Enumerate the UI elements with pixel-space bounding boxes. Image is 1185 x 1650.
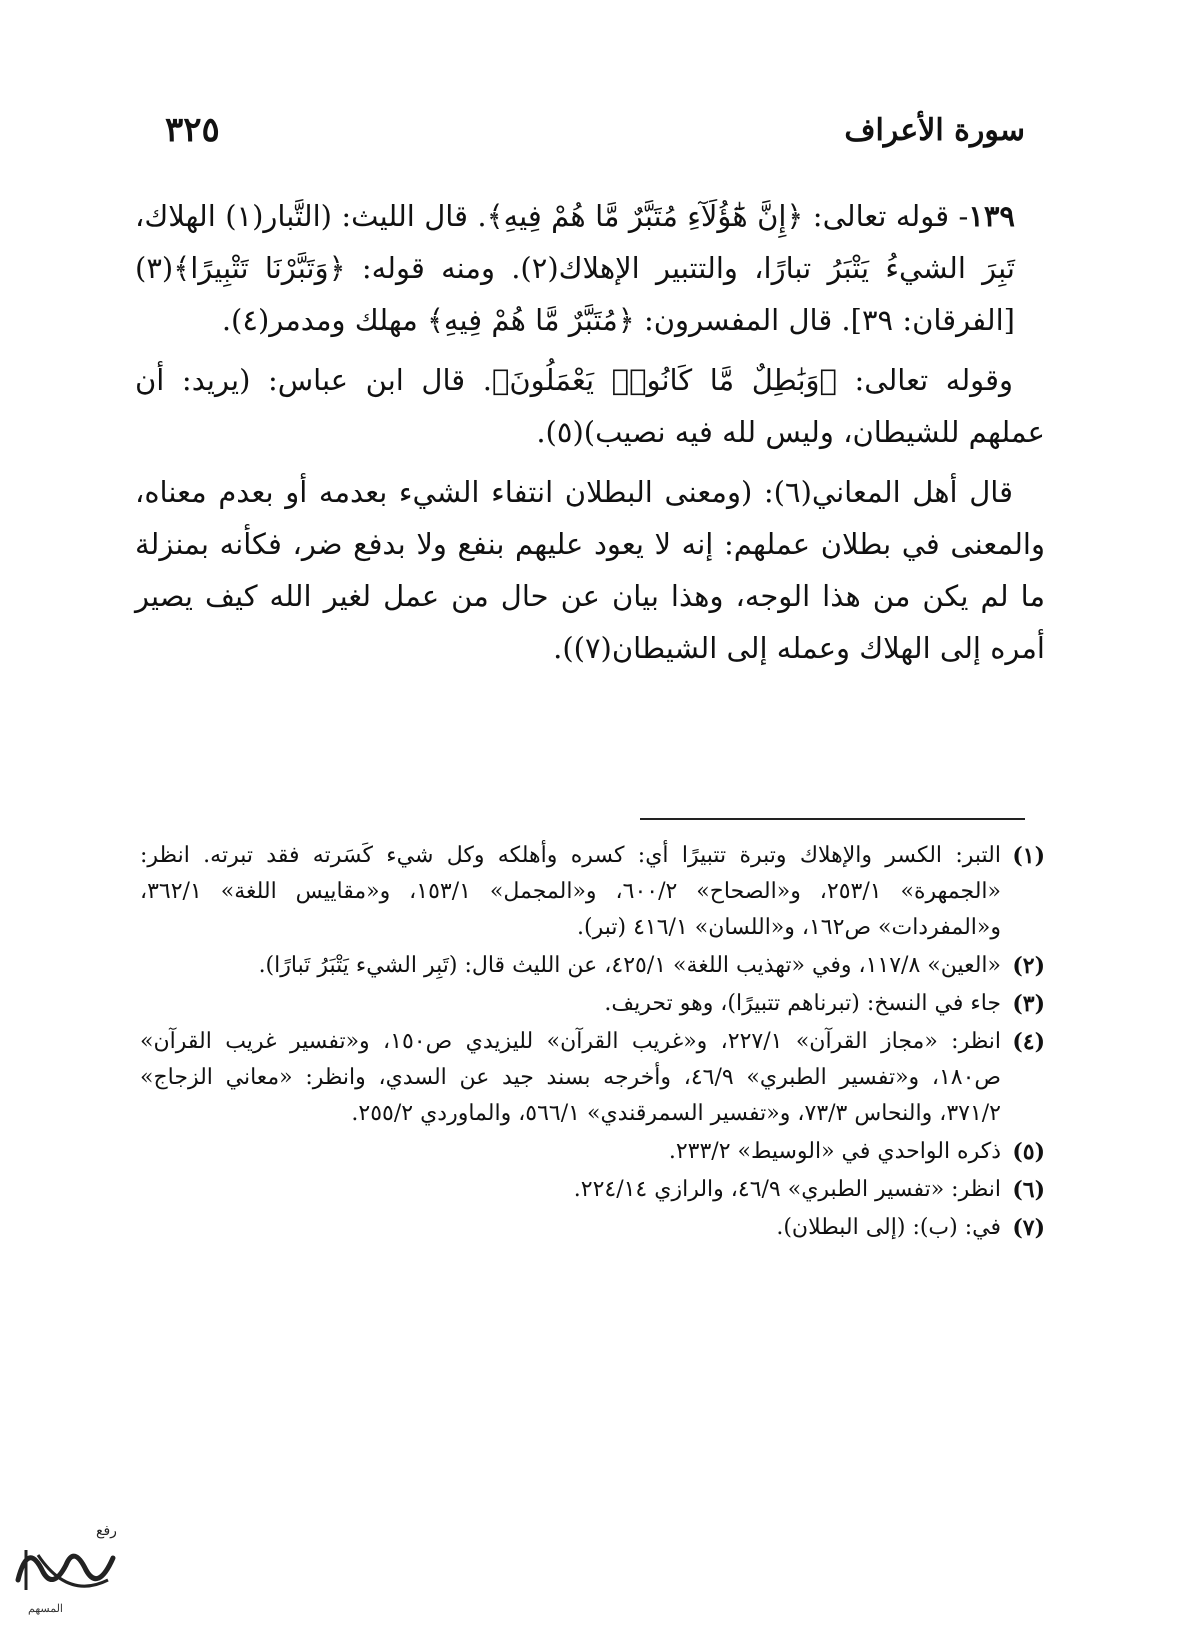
surah-title: سورة الأعراف: [844, 112, 1025, 148]
stamp-small-text: رفع: [96, 1523, 117, 1539]
paragraph-ibn-abbas: وقوله تعالى: ﴿وَبَٰطِلٌ مَّا كَانُوا۟ يَعْمَلُونَ﴾. قال ابن عباس: (يريد: أن عملهم للشيطان، وليس لله فيه نصيب)(٥).: [135, 363, 1045, 449]
footnote-text: انظر: «تفسير الطبري» ٤٦/٩، والرازي ٢٢٤/١٤.: [573, 1177, 1001, 1202]
footnote-text: التبر: الكسر والإهلاك وتبرة تتبيرًا أي: كسره وأهلكه وكل شيء كَسَرته فقد تبرته. انظر: «الجمهرة» ٢٥٣/١، و«الصحاح» ٦٠٠/٢، و«المجمل» ١٥٣/١، و«مقاييس اللغة» ٣٦٢/١، و«المفردات» ص١٦٢، و«اللسان» ٤١٦/١ (تبر).: [140, 843, 1001, 940]
footnote-text: في: (ب): (إلى البطلان).: [776, 1215, 1001, 1240]
footnote-mark: (٧): [1012, 1215, 1045, 1241]
footnote: [140, 986, 1045, 1022]
paragraph-verse-139: [135, 190, 1045, 346]
footnote: [140, 1134, 1045, 1170]
footnotes: [140, 838, 1045, 1248]
paragraph-text: - قوله تعالى: ﴿إِنَّ هَٰٓؤُلَآءِ مُتَبَّرٌ مَّا هُمْ فِيهِ﴾. قال الليث: (التَّبار(١) الهلاك، تَبِرَ الشيءُ يَتْبَرُ تبارًا، والتتبير الإهلاك(٢). ومنه قوله: ﴿وَتَبَّرْنَا تَتْبِيرًا﴾(٣) [الفرقان: ٣٩]. قال المفسرون: ﴿مُتَبَّرٌ مَّا هُمْ فِيهِ﴾ مهلك ومدمر(٤).: [135, 199, 1016, 337]
footnote: [140, 838, 1045, 946]
footnote-text: انظر: «مجاز القرآن» ٢٢٧/١، و«غريب القرآن» لليزيدي ص١٥٠، و«تفسير غريب القرآن» ص١٨٠، و«تفسير الطبري» ٤٦/٩، وأخرجه بسند جيد عن السدي، وانظر: «معاني الزجاج» ٣٧١/٢، والنحاس ٧٣/٣، و«تفسير السمرقندي» ٥٦٦/١، والماوردي ٢٥٥/٢.: [140, 1029, 1002, 1126]
footnote: [140, 1172, 1045, 1208]
footnote-mark: (١): [1012, 843, 1045, 869]
stamp-main-text: المسهم: [28, 1602, 63, 1615]
main-text: [135, 190, 1045, 682]
page-number: ٣٢٥: [165, 110, 220, 150]
footnote-divider: [640, 818, 1025, 820]
footnote: [140, 1210, 1045, 1246]
footnote-mark: (٥): [1012, 1139, 1045, 1165]
footnote-mark: (٢): [1012, 953, 1045, 979]
page-header: [165, 100, 1025, 160]
footnote-text: جاء في النسخ: (تبرناهم تتبيرًا)، وهو تحريف.: [604, 991, 1001, 1016]
library-stamp-logo: [8, 1510, 133, 1620]
footnote-mark: (٣): [1012, 991, 1045, 1017]
footnote-text: «العين» ١١٧/٨، وفي «تهذيب اللغة» ٤٢٥/١، عن الليث قال: (تَبِر الشيء يَتْبَرُ تَبارًا).: [258, 953, 1001, 978]
footnote-text: ذكره الواحدي في «الوسيط» ٢٣٣/٢.: [668, 1139, 1001, 1164]
verse-number: ١٣٩: [968, 199, 1015, 233]
footnote: [140, 948, 1045, 984]
footnote: [140, 1024, 1045, 1132]
paragraph-ahl-al-maani: قال أهل المعاني(٦): (ومعنى البطلان انتفاء الشيء بعدمه أو بعدم معناه، والمعنى في بطلان عملهم: إنه لا يعود عليهم بنفع ولا بدفع ضر، فكأنه بمنزلة ما لم يكن من هذا الوجه، وهذا بيان عن حال من عمل لغير الله كيف يصير أمره إلى الهلاك وعمله إلى الشيطان(٧)).: [135, 475, 1045, 665]
footnote-mark: (٤): [1012, 1029, 1045, 1055]
footnote-mark: (٦): [1012, 1177, 1045, 1203]
